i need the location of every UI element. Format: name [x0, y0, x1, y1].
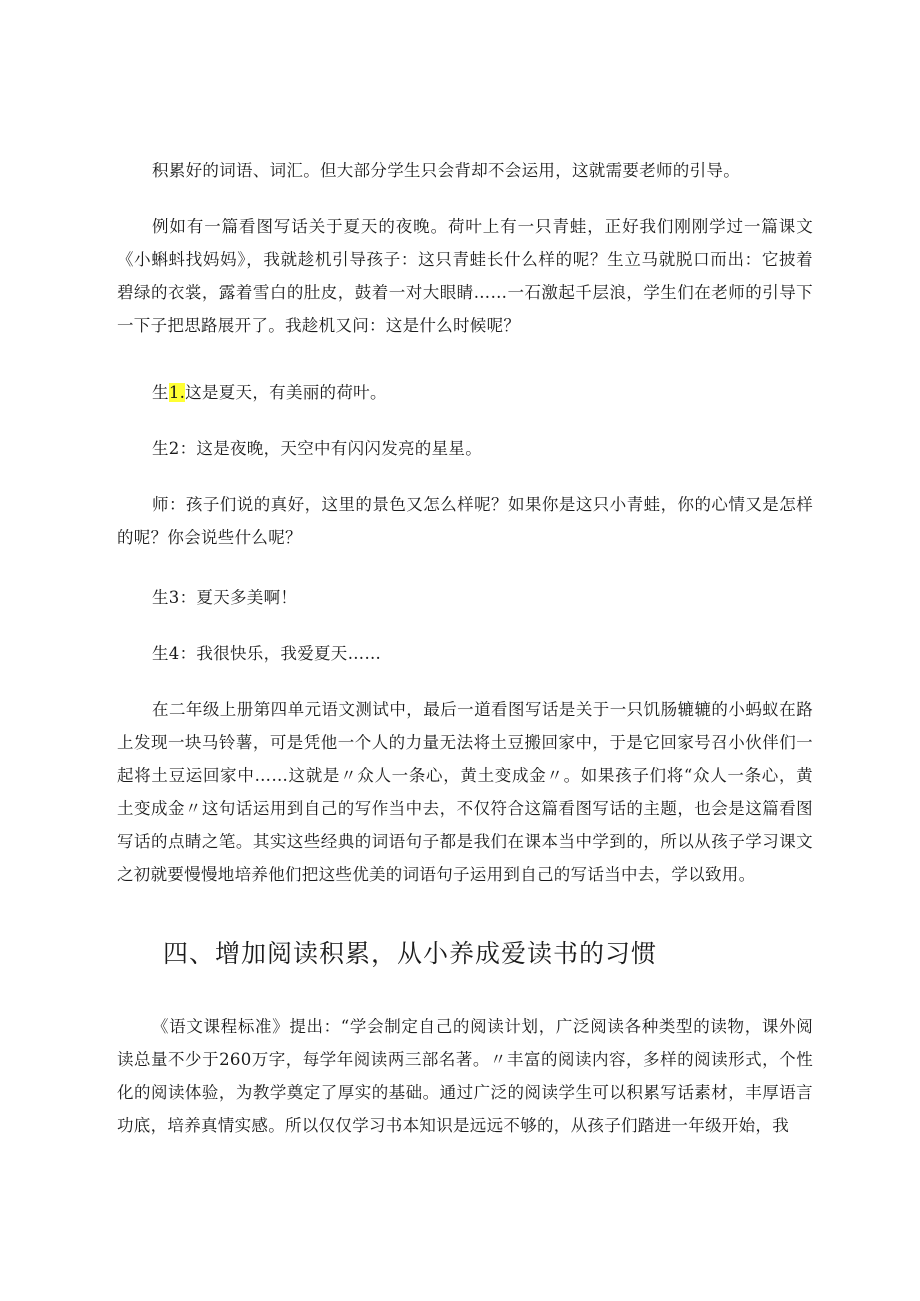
paragraph-student-1 — [117, 376, 813, 409]
section-heading: 四、增加阅读积累，从小养成爱读书的习惯 — [163, 939, 658, 968]
paragraph-curriculum: 《语文课程标准》提出：“学会制定自己的阅读计划，广泛阅读各种类型的读物，课外阅读总量不少于260万字，每学年阅读两三部名著。〃丰富的阅读内容，多样的阅读形式，个性化的阅读体验，为教学奠定了厚实的基础。通过广泛的阅读学生可以积累写话素材，丰厚语言功底，培养真情实感。所以仅仅学习书本知识是远远不够的，从孩子们踏进一年级开始，我 — [117, 1017, 813, 1135]
paragraph-student-2: 生2：这是夜晚，天空中有闪闪发亮的星星。 — [152, 439, 482, 458]
highlighted-number: 1. — [168, 383, 186, 402]
student-1-text: 这是夏天，有美丽的荷叶。 — [185, 383, 387, 402]
paragraph-teacher: 师：孩子们说的真好，这里的景色又怎么样呢？如果你是这只小青蛙，你的心情又是怎样的呢？你会说些什么呢？ — [117, 495, 813, 547]
paragraph-frog-example: 例如有一篇看图写话关于夏天的夜晚。荷叶上有一只青蛙，正好我们刚刚学过一篇课文《小蝌蚪找妈妈》，我就趁机引导孩子：这只青蛙长什么样的呢？生立马就脱口而出：它披着碧绿的衣裳，露着雪白的肚皮，鼓着一对大眼睛……一石激起千层浪，学生们在老师的引导下一下子把思路展开了。我趁机又问：这是什么时候呢？ — [117, 217, 813, 335]
paragraph-student-4: 生4：我很快乐，我爱夏天…… — [152, 644, 382, 663]
student-prefix: 生 — [152, 383, 169, 402]
paragraph-vocabulary: 积累好的词语、词汇。但大部分学生只会背却不会运用，这就需要老师的引导。 — [152, 161, 740, 180]
paragraph-ant-example: 在二年级上册第四单元语文测试中，最后一道看图写话是关于一只饥肠辘辘的小蚂蚁在路上发现一块马铃薯，可是凭他一个人的力量无法将土豆搬回家中，于是它回家号召小伙伴们一起将土豆运回家中……这就是〃众人一条心，黄土变成金〃。如果孩子们将“众人一条心，黄土变成金〃这句话运用到自己的写作当中去，不仅符合这篇看图写话的主题，也会是这篇看图写话的点睛之笔。其实这些经典的词语句子都是我们在课本当中学到的，所以从孩子学习课文之初就要慢慢地培养他们把这些优美的词语句子运用到自己的写话当中去，学以致用。 — [117, 700, 813, 884]
paragraph-student-3: 生3：夏天多美啊！ — [152, 588, 298, 607]
